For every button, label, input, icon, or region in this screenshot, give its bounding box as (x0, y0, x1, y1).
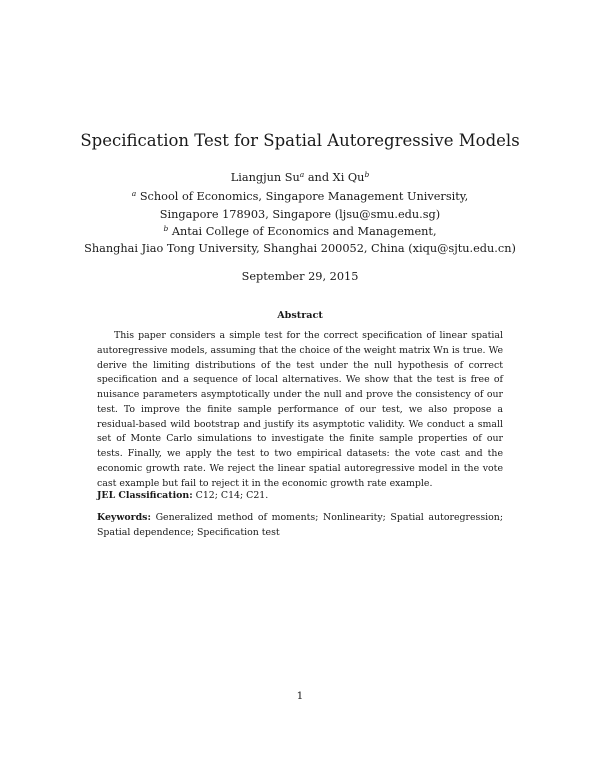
jel-value: C12; C14; C21. (195, 490, 269, 501)
jel-classification (97, 489, 503, 504)
abstract-text: This paper considers a simple test for the correct specification of linear spatial autoregressive models, assuming that the choice of the weight matrix Wn is true. We derive the limiting distributions of the test under the null hypothesis of correct specification and a sequence of local alternatives. We show that the test is free of nuisance parameters asymptotically under the null and prove the consistency of our test. To improve the finite sample performance of our test, we also propose a residual-based wild bootstrap and justify its asymptotic validity. We conduct a small set of Monte Carlo simulations to investigate the finite sample properties of our tests. Finally, we apply the test to two empirical datasets: the vote cast and the economic growth rate. We reject the linear spatial autoregressive model in the vote cast example but fail to reject it in the economic growth rate example. (97, 330, 503, 489)
author-conjunction: and (304, 171, 333, 184)
page-number: 1 (296, 690, 304, 702)
affiliation-superscript: b (163, 224, 169, 233)
author-superscript: a (299, 170, 305, 179)
affiliation-text: School of Economics, Singapore Management University, (139, 190, 469, 203)
affiliation-line (0, 225, 600, 239)
affiliation-line: Singapore 178903, Singapore (ljsu@smu.edu.sg) (159, 208, 441, 221)
author-line (0, 171, 600, 185)
abstract-heading: Abstract (277, 310, 323, 321)
paper-date: September 29, 2015 (241, 270, 359, 283)
affiliation-superscript: a (131, 189, 137, 198)
affiliation-text: Antai College of Economics and Management, (171, 225, 437, 238)
jel-label: JEL Classification: (97, 490, 193, 501)
affiliation-line: Shanghai Jiao Tong University, Shanghai 200052, China (xiqu@sjtu.edu.cn) (84, 242, 516, 255)
keywords (97, 511, 503, 541)
keywords-value: Generalized method of moments; Nonlinearity; Spatial autoregression; Spatial dependence; Specification test (97, 512, 503, 538)
author-name: Liangjun Su (230, 171, 300, 184)
affiliation-line (0, 190, 600, 204)
keywords-label: Keywords: (97, 512, 151, 523)
author-superscript: b (364, 170, 370, 179)
paper-title: Specification Test for Spatial Autoregressive Models (80, 131, 520, 150)
author-name: Xi Qu (332, 171, 365, 184)
